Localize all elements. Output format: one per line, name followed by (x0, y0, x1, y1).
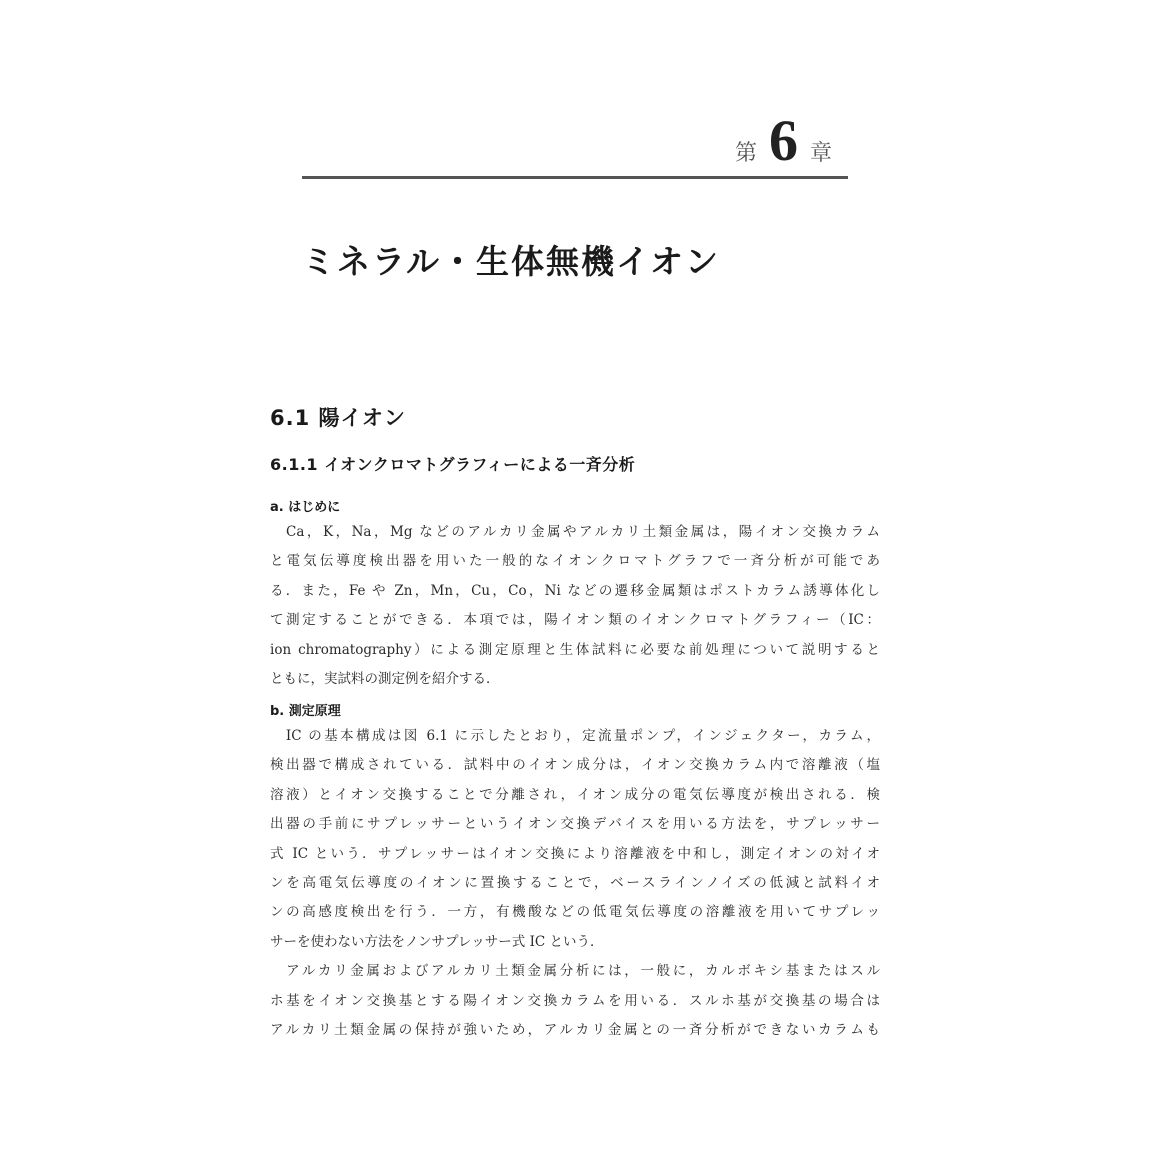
text-line: て測定することができる．本項では，陽イオン類のイオンクロマトグラフィー（IC： (270, 612, 880, 629)
text-line: IC の基本構成は図 6.1 に示したとおり，定流量ポンプ，インジェクター，カラム， (270, 728, 880, 744)
section-heading: 6.1 陽イオン (270, 406, 406, 430)
text-line: ンの高感度検出を行う．一方，有機酸などの低電気伝導度の溶離液を用いてサプレッ (270, 904, 880, 921)
text-line: ンを高電気伝導度のイオンに置換することで，ベースラインノイズの低減と試料イオ (270, 874, 880, 891)
text-line: サーを使わない方法をノンサプレッサー式 IC という． (270, 933, 604, 950)
chapter-number: 6 (768, 108, 798, 173)
text-line: 検出器で構成されている．試料中のイオン成分は，イオン交換カラム内で溶離液（塩 (270, 757, 880, 774)
text-line: 溶液）とイオン交換することで分離され，イオン成分の電気伝導度が検出される．検 (270, 786, 880, 803)
text-line: と電気伝導度検出器を用いた一般的なイオンクロマトグラフで一斉分析が可能であ (270, 553, 880, 570)
subsection-heading: 6.1.1 イオンクロマトグラフィーによる一斉分析 (270, 455, 636, 474)
paragraph-heading-b: b. 測定原理 (270, 704, 341, 719)
text-line: る．また，Fe や Zn，Mn，Cu，Co，Ni などの遷移金属類はポストカラム誘導体化し (270, 582, 880, 599)
text-line: ion chromatography）による測定原理と生体試料に必要な前処理について説明すると (270, 641, 880, 658)
chapter-prefix: 第 (734, 140, 757, 165)
text-line: アルカリ金属およびアルカリ土類金属分析には，一般に，カルボキシ基またはスル (270, 963, 880, 980)
chapter-title: ミネラル・生体無機イオン (302, 242, 721, 281)
paragraph-a (270, 518, 880, 694)
text-line: Ca，K，Na，Mg などのアルカリ金属やアルカリ土類金属は，陽イオン交換カラム (270, 524, 880, 540)
paragraph-b (270, 722, 880, 1045)
text-line: 式 IC という．サプレッサーはイオン交換により溶離液を中和し，測定イオンの対イオ (270, 845, 880, 862)
chapter-suffix: 章 (809, 140, 832, 165)
chapter-label (734, 108, 832, 173)
text-line: ともに，実試料の測定例を紹介する． (270, 670, 500, 687)
text-line: ホ基をイオン交換基とする陽イオン交換カラムを用いる．スルホ基が交換基の場合は (270, 992, 880, 1009)
paragraph-heading-a: a. はじめに (270, 500, 341, 515)
text-line: アルカリ土類金属の保持が強いため，アルカリ金属との一斉分析ができないカラムも (270, 1021, 880, 1038)
text-line: 出器の手前にサプレッサーというイオン交換デバイスを用いる方法を，サプレッサー (270, 816, 880, 833)
chapter-rule (302, 176, 848, 179)
